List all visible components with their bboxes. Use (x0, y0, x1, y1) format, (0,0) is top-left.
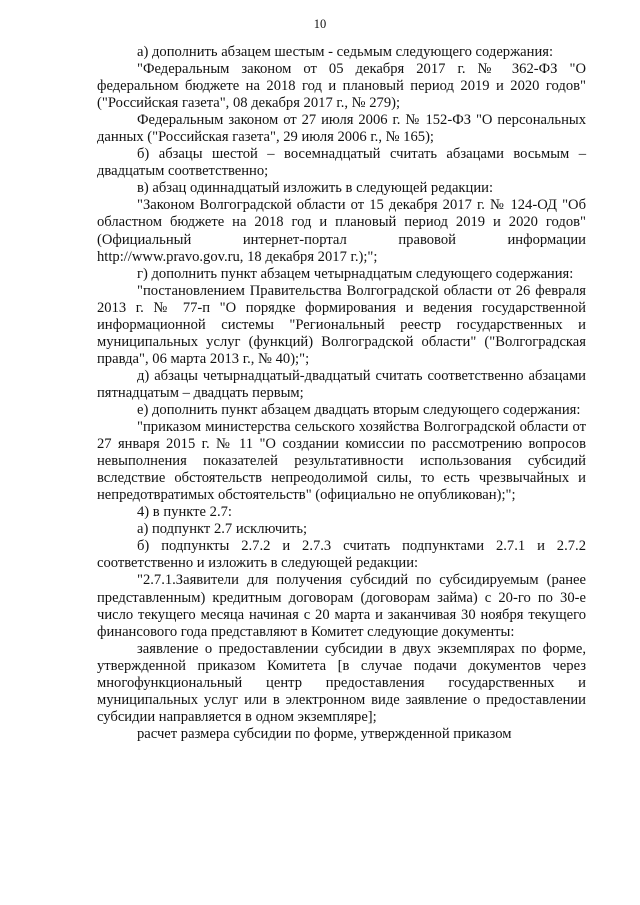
paragraph: "постановлением Правительства Волгоградской области от 26 февраля 2013 г. № 77-п "О порядке формирования и ведения государственной информационной системы "Региональный реестр государственных и муниципальных услуг (функций) Волгоградской области" ("Волгоградская правда", 06 марта 2013 г., № 40);"; (97, 282, 586, 367)
paragraph: б) подпункты 2.7.2 и 2.7.3 считать подпунктами 2.7.1 и 2.7.2 соответственно и изложить в следующей редакции: (97, 538, 586, 572)
paragraph: "2.7.1.Заявители для получения субсидий по субсидируемым (ранее представленным) кредитным договорам (договорам займа) с 20-го по 30-е число текущего месяца начиная с 20 марта и заканчивая 30 ноября текущего финансового года представляют в Комитет следующие документы: (97, 572, 586, 640)
document-body (97, 44, 586, 743)
paragraph: Федеральным законом от 27 июля 2006 г. № 152-ФЗ "О персональных данных ("Российская газета", 29 июля 2006 г., № 165); (97, 112, 586, 146)
paragraph: "приказом министерства сельского хозяйства Волгоградской области от 27 января 2015 г. № 11 "О создании комиссии по рассмотрению вопросов невыполнения показателей результативности использования субсидий вследствие обстоятельств непреодолимой силы, то есть чрезвычайных и непредотвратимых обстоятельств" (официально не опубликован);"; (97, 419, 586, 504)
paragraph: б) абзацы шестой – восемнадцатый считать абзацами восьмым – двадцатым соответственно; (97, 146, 586, 180)
paragraph: в) абзац одиннадцатый изложить в следующей редакции: (137, 180, 493, 197)
paragraph: расчет размера субсидии по форме, утвержденной приказом (137, 725, 512, 742)
paragraph: 4) в пункте 2.7: (137, 504, 232, 521)
paragraph: "Законом Волгоградской области от 15 декабря 2017 г. № 124-ОД "Об областном бюджете на 2018 год и плановый период 2019 и 2020 годов" (Официальный интернет-портал правовой информации http://www.pravo.gov.ru, 18 декабря 2017 г.);"; (97, 197, 586, 265)
paragraph: заявление о предоставлении субсидии в двух экземплярах по форме, утвержденной приказом Комитета [в случае подачи документов через многофункциональный центр предоставления государственных и муниципальных услуг или в электронном виде заявление о предоставлении субсидии направляется в одном экземпляре]; (97, 640, 586, 725)
paragraph: а) дополнить абзацем шестым - седьмым следующего содержания: (137, 44, 554, 60)
paragraph: д) абзацы четырнадцатый-двадцатый считать соответственно абзацами пятнадцатым – двадцать первым; (97, 367, 586, 401)
page-number: 10 (313, 17, 327, 31)
paragraph: е) дополнить пункт абзацем двадцать вторым следующего содержания: (137, 401, 581, 418)
paragraph: г) дополнить пункт абзацем четырнадцатым следующего содержания: (137, 265, 574, 282)
paragraph: "Федеральным законом от 05 декабря 2017 г. № 362-ФЗ "О федеральном бюджете на 2018 год и плановый период 2019 и 2020 годов" ("Российская газета", 08 декабря 2017 г., № 279); (97, 61, 586, 112)
paragraph: а) подпункт 2.7 исключить; (137, 521, 308, 538)
